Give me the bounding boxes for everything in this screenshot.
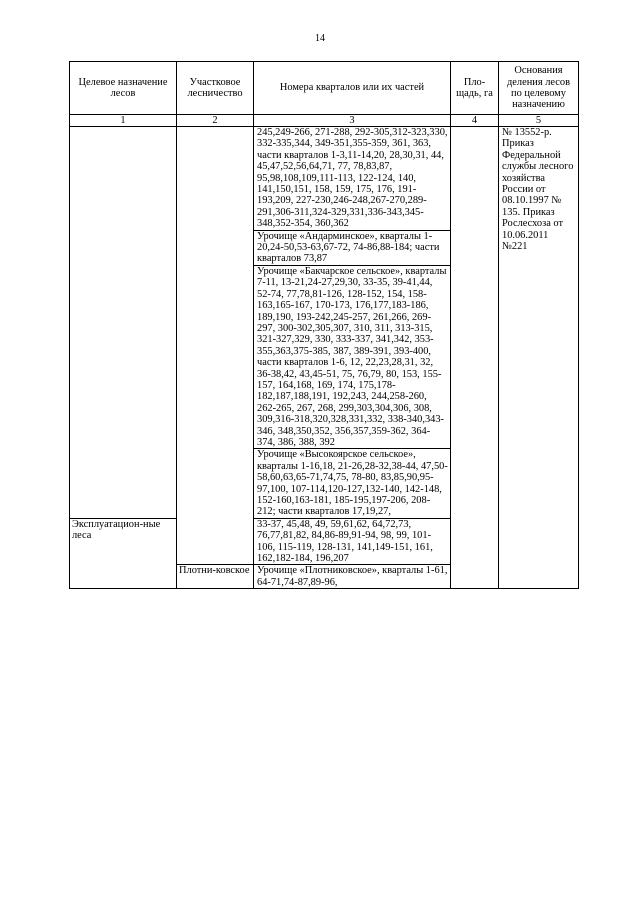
header-area: Пло-щадь, га — [451, 62, 499, 115]
quarters-cell — [254, 127, 451, 231]
basis-text: № 13552-р. Приказ Федеральной службы лесного хозяйства России от 08.10.1997 № 135. Приказ Рослесхоза от 10.06.2011 №221 — [502, 127, 574, 253]
quarters-text: Урочище «Плотниковское», кварталы 1-61, 64-71,74-87,89-96, — [257, 565, 448, 588]
header-district: Участковое лесничество — [177, 62, 254, 115]
quarters-text: 33-37, 45,48, 49, 59,61,62, 64,72,73, 76,77,81,82, 84,86-89,91-94, 98, 99, 101-106, 115-119, 128-131, 141,149-151, 161, 162,182-184, 196,207 — [257, 518, 433, 565]
forest-table — [69, 61, 579, 589]
purpose-cell-empty — [70, 127, 177, 519]
table-row — [70, 127, 579, 231]
quarters-cell — [254, 565, 451, 589]
purpose-text: Эксплуатацион-ные леса — [72, 518, 161, 542]
column-number: 5 — [499, 115, 579, 127]
header-basis: Основания деления лесов по целевому назначению — [499, 62, 579, 115]
header-purpose: Целевое назначение лесов — [70, 62, 177, 115]
basis-cell — [499, 127, 579, 589]
quarters-text: Урочище «Андарминское», кварталы 1-20,24-50,53-63,67-72, 74-86,88-184; части кварталов 73,87 — [257, 230, 440, 265]
quarters-cell — [254, 230, 451, 265]
header-quarters: Номера кварталов или их частей — [254, 62, 451, 115]
column-number-row — [70, 115, 579, 127]
district-cell-empty — [177, 127, 254, 565]
quarters-text: 245,249-266, 271-288, 292-305,312-323,330, 332-335,344, 349-351,355-359, 361, 363, части кварталов 1-3,11-14,20, 28,30,31, 44, 45,47,52,56,64,71, 77, 78,83,87, 95,98,108,109,111-113, 122-124, 140, 141,150,151, 158, 159, 175, 176, 191-193,209, 227-230,246-248,267-270,289-291,306-311,324-329,331,336-343,345-348,352-354, 360,362 — [257, 127, 448, 230]
purpose-cell — [70, 518, 177, 588]
district-text: Плотни-ковское — [179, 565, 250, 577]
column-number: 4 — [451, 115, 499, 127]
quarters-cell — [254, 518, 451, 565]
column-number: 3 — [254, 115, 451, 127]
quarters-cell — [254, 265, 451, 449]
column-number: 2 — [177, 115, 254, 127]
district-cell — [177, 565, 254, 589]
column-number: 1 — [70, 115, 177, 127]
page-number: 14 — [315, 33, 325, 44]
area-cell-empty — [451, 127, 499, 589]
quarters-cell — [254, 449, 451, 518]
header-row — [70, 62, 579, 115]
quarters-text: Урочище «Бакчарское сельское», кварталы 7-11, 13-21,24-27,29,30, 33-35, 39-41,44, 52-74, 77,78,81-126, 128-152, 154, 158-163,165-167, 170-173, 176,177,183-186, 189,190, 193-242,245-257, 261,266, 269-297, 300-302,305,307, 310, 311, 313-315, 321-327,329, 330, 333-337, 341,342, 353-355,363,375-385, 387, 389-391, 393-400, части кварталов 1-6, 12, 22,23,28,31, 32, 36-38,42, 43,45-51, 75, 76,79, 80, 153, 155-157, 164,168, 169, 174, 175,178-182,187,188,191, 192,243, 244,258-260, 262-265, 267, 268, 299,303,304,306, 308, 309,316-318,320,328,331,332, 338-340,343-346, 348,350,352, 356,357,359-362, 364-374, 386, 388, 392 — [257, 265, 447, 448]
quarters-text: Урочище «Высокоярское сельское», кварталы 1-16,18, 21-26,28-32,38-44, 47,50-58,60,63,65-71,74,75, 78-80, 83,85,90,95-97,100, 107-114,120-127,132-140, 142-148, 152-160,163-181, 185-195,197-206, 208-212; части кварталов 17,19,27, — [257, 449, 448, 518]
